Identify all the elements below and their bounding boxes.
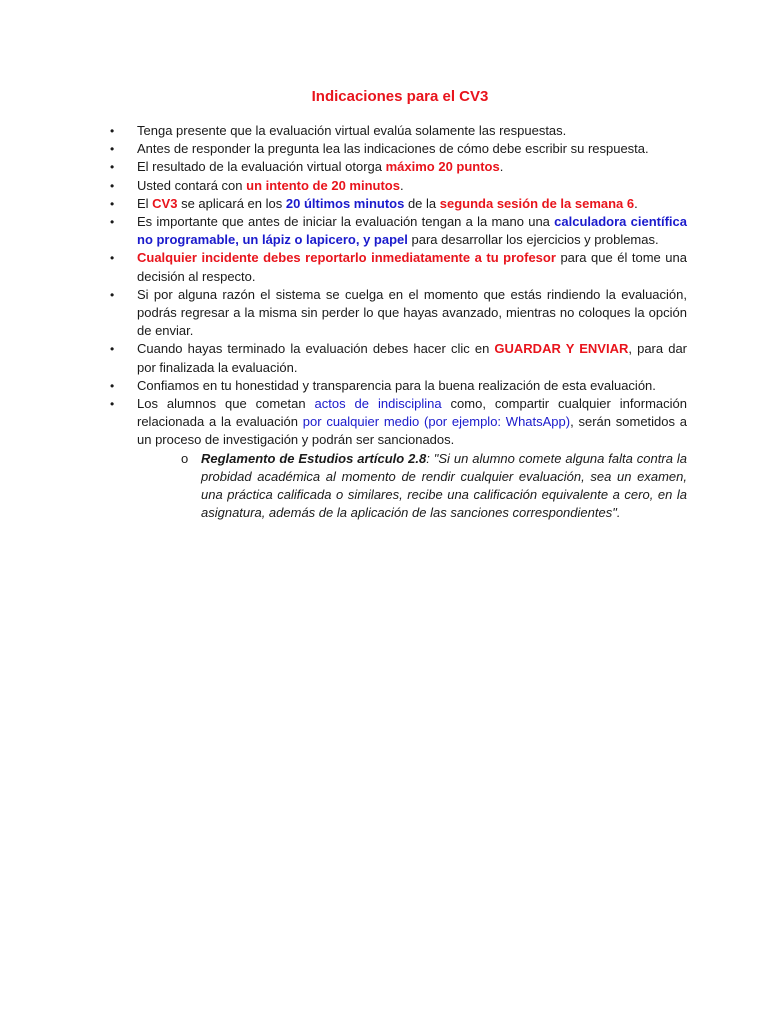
list-item: • Es importante que antes de iniciar la evaluación tengan a la mano una calculadora científica no programable, un lápiz o lapicero, y papel para desarrollar los ejercicios y problemas. [110,214,687,248]
bullet-icon: • [110,124,115,138]
list-item: • Confiamos en tu honestidad y transparencia para la buena realización de esta evaluación. [137,377,687,395]
page-title: Indicaciones para el CV3 [311,88,489,105]
sub-list [181,450,687,523]
list-item: • Si por alguna razón el sistema se cuelga en el momento que estás rindiendo la evaluación, podrás regresar a la misma sin perder lo que hayas avanzado, mientras no coloques la opción de enviar. [110,286,687,339]
highlight-red: CV3 [152,195,178,211]
highlight-blue: 20 últimos minutos [285,195,405,211]
highlight-red: máximo 20 puntos [385,159,500,175]
list-item: • El CV3 se aplicará en los 20 últimos minutos de la segunda sesión de la semana 6. [137,195,687,213]
bullet-icon: • [110,287,115,302]
list-item: • El resultado de la evaluación virtual otorga máximo 20 puntos. [137,158,687,176]
bullet-icon: • [110,215,115,230]
list-item: • Cualquier incidente debes reportarlo inmediatamente a tu profesor para que él tome una decisión al respecto. [110,250,687,284]
highlight-red: Cualquier incidente debes reportarlo inmediatamente a tu profesor [137,250,556,266]
list-item: • Antes de responder la pregunta lea las indicaciones de cómo debe escribir su respuesta. [137,140,687,158]
highlight-blue: por cualquier medio (por ejemplo: WhatsApp) [302,414,571,430]
list-item: • Los alumnos que cometan actos de indisciplina como, compartir cualquier información relacionada a la evaluación por cualquier medio (por ejemplo: WhatsApp), serán sometidos a un proceso de investigación y podrán ser sancionados. o Reglamento de Estudios artículo 2.8: "Si un alumno comete alguna falta contra la probidad académica al momento de rendir cualquier evaluación, sea un examen, una práctica calificada o similares, recibe una calificación equivalente a cero, en la asignatura, además de la aplicación de las sanciones correspondientes". [137,395,687,522]
bullet-icon: • [110,378,115,393]
highlight-blue: actos de indisciplina [314,396,442,412]
bullet-icon: • [110,342,115,357]
list-item: • Usted contará con un intento de 20 minutos. [137,177,687,195]
regulation-label: Reglamento de Estudios artículo 2.8 [201,450,427,466]
bullet-icon: • [110,142,115,157]
bullet-icon: • [110,251,115,266]
highlight-blue: calculadora científica no programable, un lápiz o lapicero, y papel [137,214,687,248]
bullet-icon: • [110,196,115,211]
highlight-red: un intento de 20 minutos [246,177,400,193]
bullet-icon: • [110,397,115,412]
list-item: • Cuando hayas terminado la evaluación debes hacer clic en GUARDAR Y ENVIAR, para dar por finalizada la evaluación. [110,341,687,375]
list-item: • Tenga presente que la evaluación virtual evalúa solamente las respuestas. [137,122,687,140]
regulation-quote: : "Si un alumno comete alguna falta contra la probidad académica al momento de rendir cualquier evaluación, sea un examen, una práctica calificada o similares, recibe una calificación equivalente a cero, en la asignatura, además de la aplicación de las sanciones correspondientes". [201,450,687,521]
bullet-icon: • [110,160,115,175]
instructions-list [110,122,688,522]
circle-bullet-icon: o [181,450,189,466]
highlight-red: GUARDAR Y ENVIAR [494,341,629,357]
bullet-icon: • [110,178,115,193]
highlight-red: segunda sesión de la semana 6 [439,195,635,211]
sub-list-item [181,450,687,523]
